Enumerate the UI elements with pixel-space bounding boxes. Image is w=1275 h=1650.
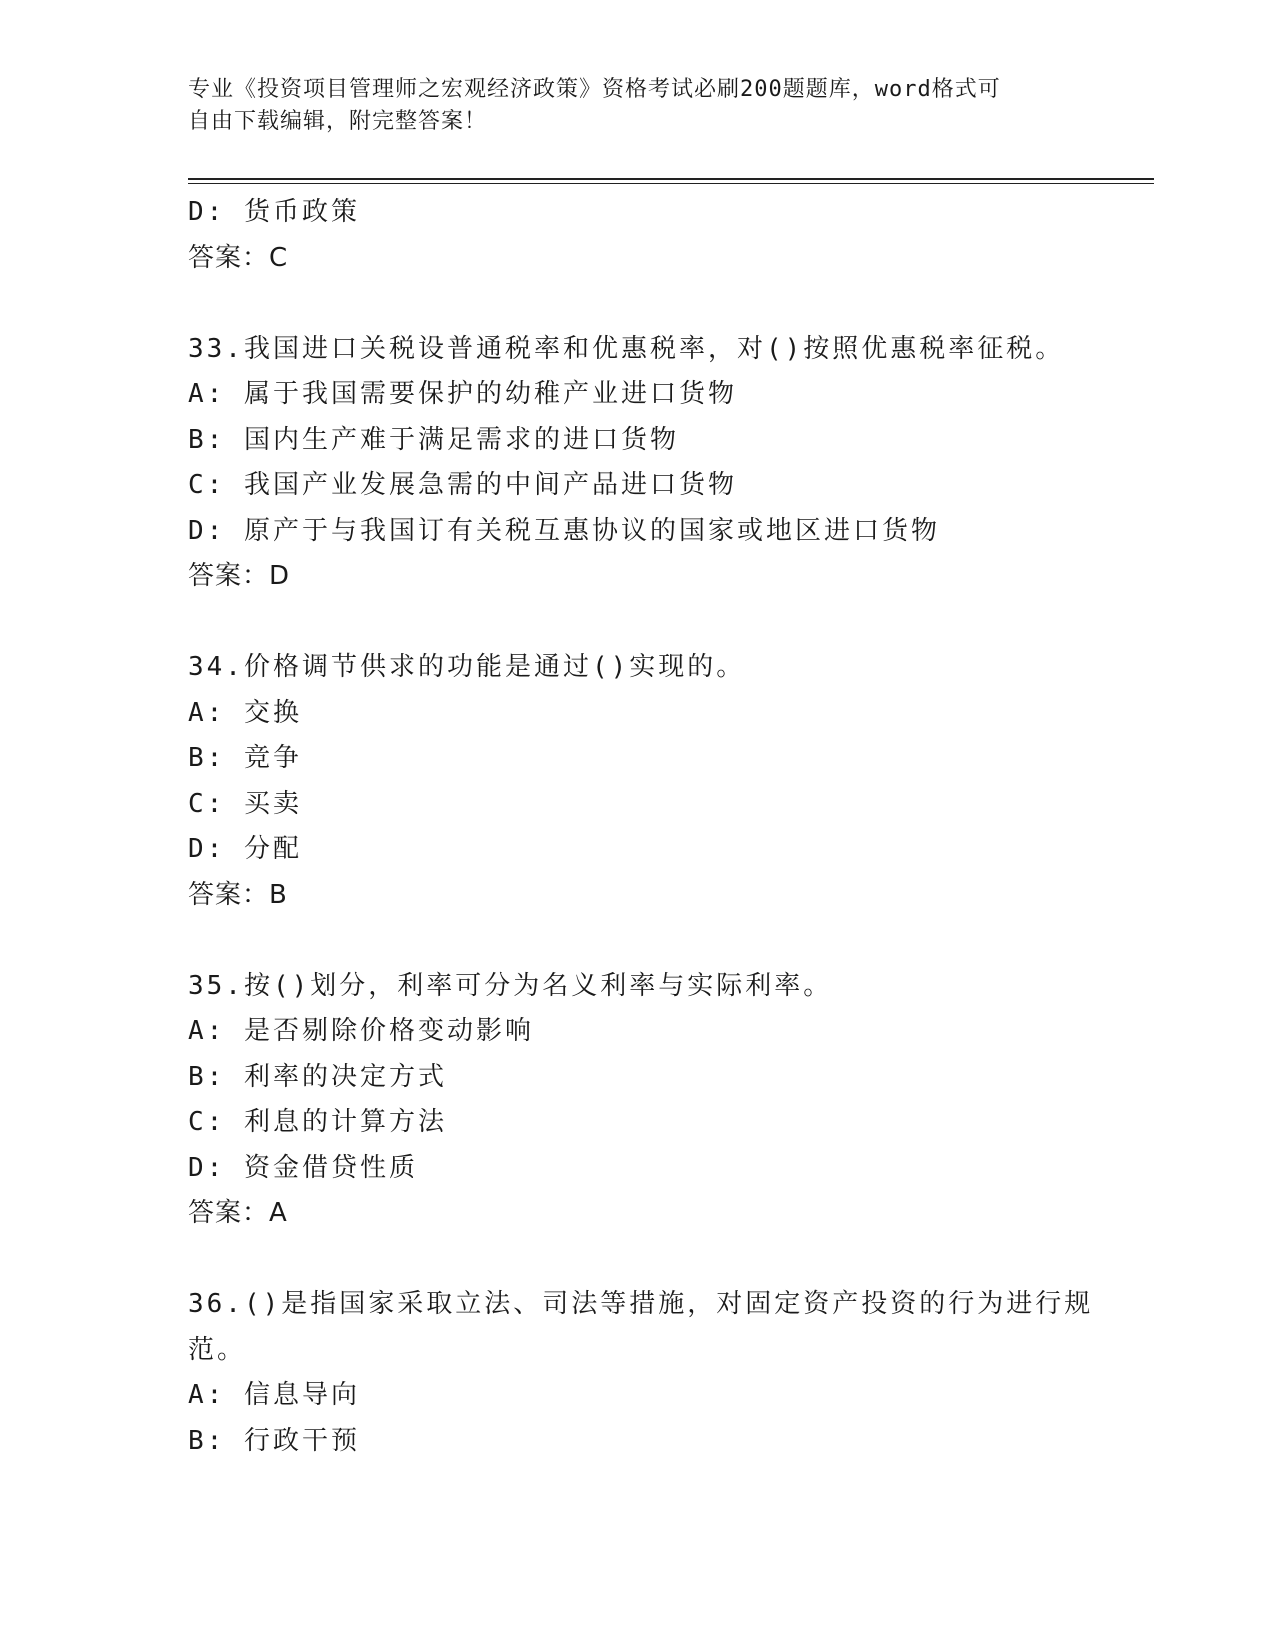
document-header xyxy=(188,74,1088,138)
question-34 xyxy=(188,645,1128,918)
option-d: D: 资金借贷性质 xyxy=(188,1152,418,1183)
option-b: B: 利率的决定方式 xyxy=(188,1061,447,1092)
header-line-2: 自由下载编辑，附完整答案！ xyxy=(188,109,488,134)
question-stem: 34.价格调节供求的功能是通过()实现的。 xyxy=(188,652,746,682)
option-d: D: 货币政策 xyxy=(188,197,360,227)
option-c: C: 我国产业发展急需的中间产品进口货物 xyxy=(188,470,737,500)
question-stem: 35.按()划分，利率可分为名义利率与实际利率。 xyxy=(188,970,833,1001)
question-list xyxy=(188,190,1128,1464)
question-stem: 33.我国进口关税设普通税率和优惠税率，对()按照优惠税率征税。 xyxy=(188,333,1065,364)
option-a: A: 信息导向 xyxy=(188,1380,360,1410)
option-a: A: 交换 xyxy=(188,697,302,728)
header-divider-thin xyxy=(188,183,1154,184)
answer-line: 答案：B xyxy=(188,879,288,910)
question-stem-line-2: 范。 xyxy=(188,1334,247,1365)
answer-line: 答案：A xyxy=(188,1198,288,1228)
answer-line: 答案：C xyxy=(188,242,289,273)
option-b: B: 竞争 xyxy=(188,743,302,773)
header-divider-thick xyxy=(188,178,1154,180)
question-stem-line-1: 36.()是指国家采取立法、司法等措施，对固定资产投资的行为进行规 xyxy=(188,1289,1094,1319)
question-33 xyxy=(188,327,1128,600)
previous-question-tail xyxy=(188,190,1128,281)
option-a: A: 属于我国需要保护的幼稚产业进口货物 xyxy=(188,379,737,409)
question-36 xyxy=(188,1282,1128,1464)
header-line-1: 专业《投资项目管理师之宏观经济政策》资格考试必刷200题题库，word格式可 xyxy=(188,77,1001,102)
question-35 xyxy=(188,964,1128,1237)
spacer xyxy=(188,918,1128,964)
option-a: A: 是否剔除价格变动影响 xyxy=(188,1016,534,1046)
spacer xyxy=(188,600,1128,646)
option-d: D: 原产于与我国订有关税互惠协议的国家或地区进口货物 xyxy=(188,515,940,546)
option-d: D: 分配 xyxy=(188,834,302,864)
option-c: C: 买卖 xyxy=(188,788,302,819)
spacer xyxy=(188,281,1128,327)
spacer xyxy=(188,1237,1128,1283)
option-b: B: 国内生产难于满足需求的进口货物 xyxy=(188,424,679,455)
option-b: B: 行政干预 xyxy=(188,1425,360,1456)
answer-line: 答案：D xyxy=(188,561,291,591)
option-c: C: 利息的计算方法 xyxy=(188,1107,447,1137)
